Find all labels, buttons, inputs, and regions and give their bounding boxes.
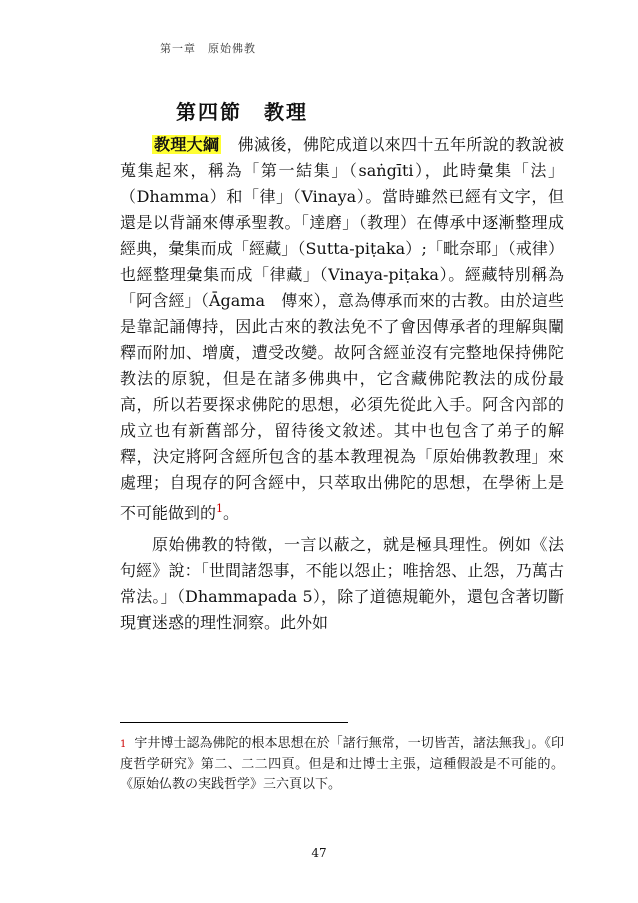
main-body: [120, 132, 564, 636]
page-number: 47: [311, 846, 327, 860]
highlighted-label: 教理大綱: [154, 135, 220, 154]
paragraph-doctrine-overview: [120, 132, 564, 526]
footnote-divider: [120, 722, 348, 723]
footnote-reference[interactable]: 1: [216, 502, 224, 515]
section-title: 第四節 教理: [176, 100, 308, 124]
running-header: 第一章 原始佛教: [160, 42, 256, 55]
paragraph-text: 佛滅後，佛陀成道以來四十五年所說的教說被蒐集起來，稱為「第一結集」（saṅgīti），此時彙集「法」（Dhamma）和「律」（Vinaya）。當時雖然已經有文字，但還是以背誦來傳承聖教。「達磨」（教理）在傳承中逐漸整理成經典，彙集而成「經藏」（Sutta-piṭaka）;「毗奈耶」（戒律）也經整理彙集而成「律藏」（Vinaya-piṭaka）。經藏特別稱為「阿含經」（Āgama 傳來），意為傳承而來的古教。由於這些是靠記誦傳持，因此古來的教法免不了會因傳承者的理解與闡釋而附加、增廣，遭受改變。故阿含經並沒有完整地保持佛陀教法的原貌，但是在諸多佛典中，它含藏佛陀教法的成份最高，所以若要探求佛陀的思想，必須先從此入手。阿含內部的成立也有新舊部分，留待後文敘述。其中也包含了弟子的解釋，決定將阿含經所包含的基本教理視為「原始佛教教理」來處理；自現存的阿含經中，只萃取出佛陀的思想，在學術上是不可能做到的: [120, 135, 564, 523]
footnote-number: 1: [120, 739, 127, 750]
paragraph-end: 。: [223, 503, 240, 523]
footnote: [120, 734, 564, 795]
paragraph-rationality: 原始佛教的特徵，一言以蔽之，就是極具理性。例如《法句經》說：「世間諸怨事，不能以怨止；唯捨怨、止怨，乃萬古常法。」（Dhammapada 5），除了道德規範外，還包含著切斷現實迷惑的理性洞察。此外如: [120, 535, 564, 633]
footnote-text: 宇井博士認為佛陀的根本思想在於「諸行無常，一切皆苦，諸法無我」。《印度哲学研究》第二、二二四頁。但是和辻博士主張，這種假設是不可能的。《原始仏教の実践哲学》三六頁以下。: [120, 736, 564, 792]
